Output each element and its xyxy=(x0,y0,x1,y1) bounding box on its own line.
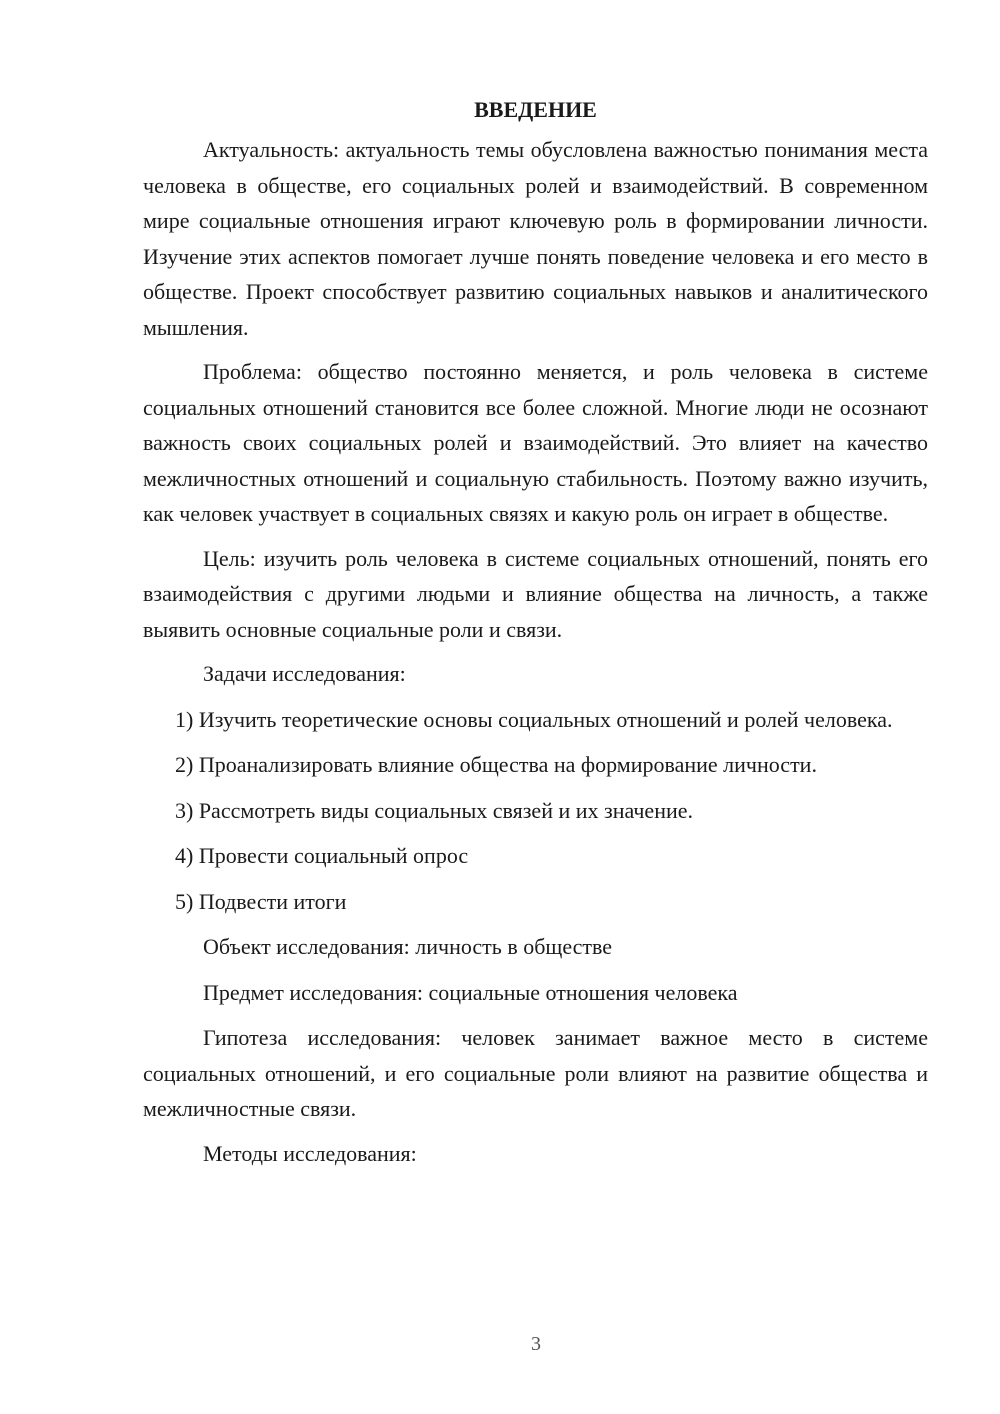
problem-paragraph: Проблема: общество постоянно меняется, и роль человека в системе социальных отношений становится все более сложной. Многие люди не осознают важность своих социальных ролей и взаимодействий. Это влияет на качество межличностных отношений и социальную стабильность. Поэтому важно изучить, как человек участвует в социальных связях и какую роль он играет в обществе. xyxy=(143,359,928,526)
document-page xyxy=(143,92,928,1181)
research-object: Объект исследования: личность в обществе xyxy=(203,934,613,959)
task-item: 5) Подвести итоги xyxy=(175,888,347,914)
methods-heading: Методы исследования: xyxy=(203,1140,417,1166)
task-item: 3) Рассмотреть виды социальных связей и их значение. xyxy=(175,797,693,823)
task-item: 4) Провести социальный опрос xyxy=(175,843,469,868)
relevance-paragraph: Актуальность: актуальность темы обусловлена важностью понимания места человека в обществе, его социальных ролей и взаимодействий. В современном мире социальные отношения играют ключевую роль в формировании личности. Изучение этих аспектов помогает лучше понять поведение человека и его место в обществе. Проект способствует развитию социальных навыков и аналитического мышления. xyxy=(143,137,928,340)
research-subject: Предмет исследования: социальные отношения человека xyxy=(203,979,738,1005)
page-title: ВВЕДЕНИЕ xyxy=(474,97,597,122)
task-item: 1) Изучить теоретические основы социальных отношений и ролей человека. xyxy=(175,706,893,732)
page-number: 3 xyxy=(531,1333,541,1355)
task-item: 2) Проанализировать влияние общества на формирование личности. xyxy=(175,752,817,777)
hypothesis-paragraph: Гипотеза исследования: человек занимает важное место в системе социальных отношений, и его социальные роли влияют на развитие общества и межличностные связи. xyxy=(143,1025,928,1121)
tasks-heading: Задачи исследования: xyxy=(203,661,406,686)
goal-paragraph: Цель: изучить роль человека в системе социальных отношений, понять его взаимодействия с другими людьми и влияние общества на личность, а также выявить основные социальные роли и связи. xyxy=(143,545,928,642)
tasks-list xyxy=(143,702,928,920)
